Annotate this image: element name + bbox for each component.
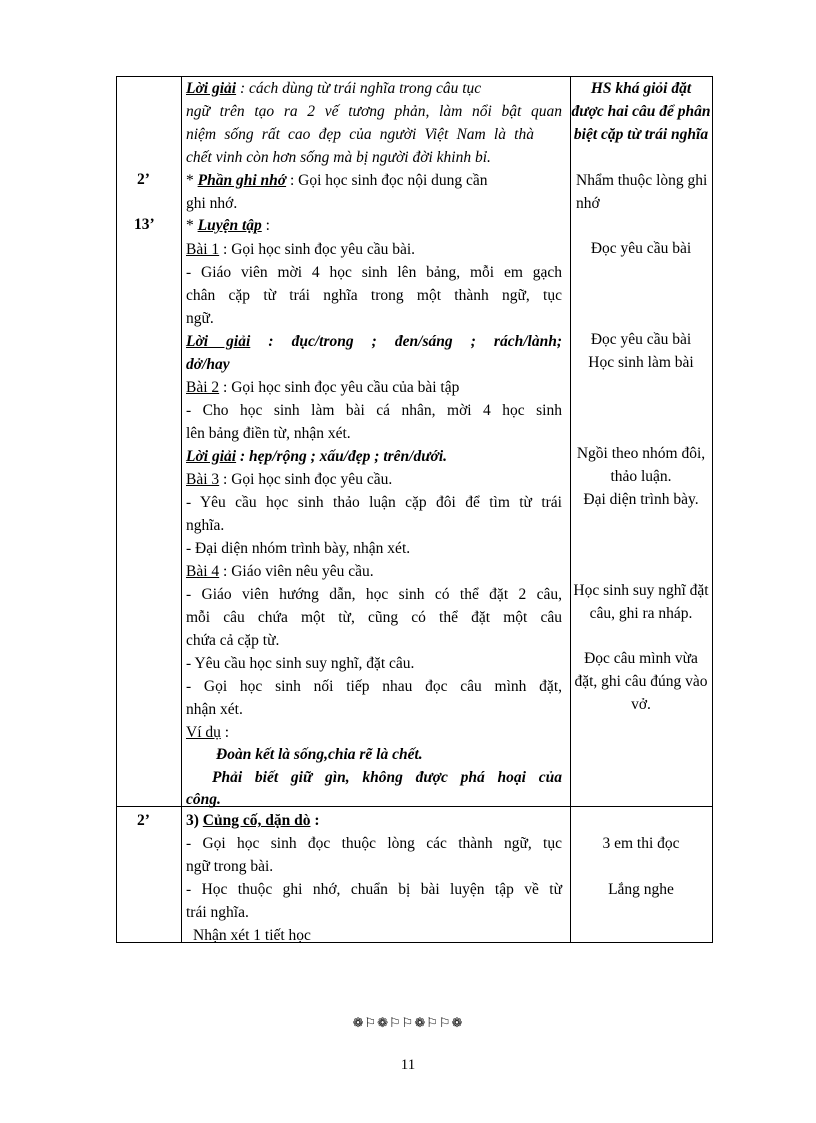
ngoi-theo-nhom-line-3: Đại diện trình bày. [583, 491, 699, 508]
bai-2: Bài 2 : Gọi học sinh đọc yêu cầu của bài tập [186, 379, 460, 396]
loi-giai-line-2: ngữ trên tạo ra 2 vế tương phản, làm nổi bật quan [186, 103, 562, 120]
loi-giai-line-4: chết vinh còn hơn sống mà bị người đời khinh bỉ. [186, 149, 491, 166]
column-divider-time [181, 77, 182, 942]
bai-2-line-1: - Cho học sinh làm bài cá nhân, mời 4 học sinh [186, 402, 562, 419]
bai-4-line-3: chứa cả cặp từ. [186, 632, 280, 649]
cung-co-heading: 3) Củng cố, dặn dò : [186, 812, 320, 829]
ngoi-theo-nhom-line-1: Ngồi theo nhóm đôi, [576, 445, 706, 462]
doc-cau-line-1: Đọc câu mình vừa [584, 650, 698, 667]
cung-co-line-1: - Gọi học sinh đọc thuộc lòng các thành ngữ, tục [186, 835, 562, 852]
time-2min: 2’ [137, 171, 150, 188]
bai-4: Bài 4 : Giáo viên nêu yêu cầu. [186, 563, 374, 580]
cung-co-line-2: ngữ trong bài. [186, 858, 274, 875]
cung-co-label: Củng cố, dặn dò [202, 812, 311, 829]
lang-nghe: Lắng nghe [608, 881, 674, 898]
vi-du-line-3: công. [186, 791, 221, 808]
vi-du-line-2: Phải biết giữ gìn, không được phá hoại của [212, 769, 562, 786]
time-2min-final: 2’ [137, 812, 150, 829]
doc-cau-line-2: đặt, ghi câu đúng vào [574, 673, 708, 690]
loi-giai-2-label: Lời giải [186, 448, 237, 465]
hs-kha-gioi-line-3: biệt cặp từ trái nghĩa [573, 126, 709, 143]
bai-4-line-5: - Gọi học sinh nối tiếp nhau đọc câu mình đặt, [186, 678, 562, 695]
bai-4-line-1: - Giáo viên hướng dẫn, học sinh có thể đặt 2 câu, [186, 586, 562, 603]
bai-2-label: Bài 2 [186, 379, 220, 396]
bai-3-line-3: - Đại diện nhóm trình bày, nhận xét. [186, 540, 411, 557]
doc-cau-line-3: vở. [631, 696, 651, 713]
bai-2-line-2: lên bảng điền từ, nhận xét. [186, 425, 351, 442]
ngoi-theo-nhom-line-2: thảo luận. [610, 468, 672, 485]
loi-giai-1-label: Lời giải [186, 333, 251, 350]
cung-co-line-3: - Học thuộc ghi nhớ, chuẩn bị bài luyện tập về từ [186, 881, 562, 898]
phan-ghi-nho-line-2: ghi nhớ. [186, 195, 238, 212]
loi-giai-line-3: niệm sống rất cao đẹp của người Việt Nam là thà [186, 126, 534, 143]
loi-giai-2: Lời giải : hẹp/rộng ; xấu/đẹp ; trên/dưới. [186, 448, 448, 465]
bai-3-label: Bài 3 [186, 471, 220, 488]
vi-du: Ví dụ : [186, 724, 230, 741]
loi-giai-line-1: Lời giải : cách dùng từ trái nghĩa trong câu tục [186, 80, 482, 97]
cung-co-line-4: trái nghĩa. [186, 904, 249, 921]
bai-1-label: Bài 1 [186, 241, 220, 258]
bai-1-line-3: ngữ. [186, 310, 214, 327]
cung-co-line-5: Nhận xét 1 tiết học [193, 927, 311, 944]
luyen-tap-heading: * Luyện tập : [186, 217, 270, 234]
ornament-divider: ❁⚐❁⚐⚐❁⚐⚐❁ [352, 1016, 464, 1031]
bai-4-line-6: nhận xét. [186, 701, 243, 718]
hs-kha-gioi-line-1: HS khá giỏi đặt [590, 80, 692, 97]
suy-nghi-line-2: câu, ghi ra nháp. [589, 605, 693, 622]
page-number: 11 [400, 1057, 416, 1073]
bai-1-line-2: chân cặp từ trái nghĩa trong một thành ngữ, tục [186, 287, 562, 304]
loi-giai-label: Lời giải [186, 80, 237, 97]
bai-3-line-2: nghĩa. [186, 517, 225, 534]
loi-giai-1-line-2: dở/hay [186, 356, 230, 373]
phan-ghi-nho-label: Phần ghi nhớ [197, 172, 287, 189]
bai-3-line-1: - Yêu cầu học sinh thảo luận cặp đôi để tìm từ trái [186, 494, 562, 511]
vi-du-label: Ví dụ [186, 724, 221, 741]
hs-kha-gioi-line-2: được hai câu để phân [571, 103, 711, 120]
bai-4-line-4: - Yêu cầu học sinh suy nghĩ, đặt câu. [186, 655, 415, 672]
vi-du-line-1: Đoàn kết là sống,chia rẽ là chết. [216, 746, 423, 763]
thi-doc: 3 em thi đọc [602, 835, 680, 852]
suy-nghi-line-1: Học sinh suy nghĩ đặt [573, 582, 709, 599]
nham-thuoc-line-2: nhớ [576, 195, 600, 212]
doc-yeu-cau-2: Đọc yêu cầu bài [590, 331, 692, 348]
luyen-tap-label: Luyện tập [197, 217, 262, 234]
nham-thuoc-line-1: Nhẩm thuộc lòng ghi [576, 172, 708, 189]
bai-1-line-1: - Giáo viên mời 4 học sinh lên bảng, mỗi em gạch [186, 264, 562, 281]
loi-giai-1: Lời giải : đục/trong ; đen/sáng ; rách/lành; [186, 333, 562, 350]
doc-yeu-cau-1: Đọc yêu cầu bài [590, 240, 692, 257]
bai-1: Bài 1 : Gọi học sinh đọc yêu cầu bài. [186, 241, 416, 258]
hs-lam-bai: Học sinh làm bài [588, 354, 694, 371]
bai-3: Bài 3 : Gọi học sinh đọc yêu cầu. [186, 471, 393, 488]
phan-ghi-nho: * Phần ghi nhớ : Gọi học sinh đọc nội dung cần [186, 172, 488, 189]
time-13min: 13’ [134, 216, 155, 233]
bai-4-label: Bài 4 [186, 563, 220, 580]
bai-4-line-2: mỗi câu chứa một từ, cũng có thể đặt một câu [186, 609, 562, 626]
